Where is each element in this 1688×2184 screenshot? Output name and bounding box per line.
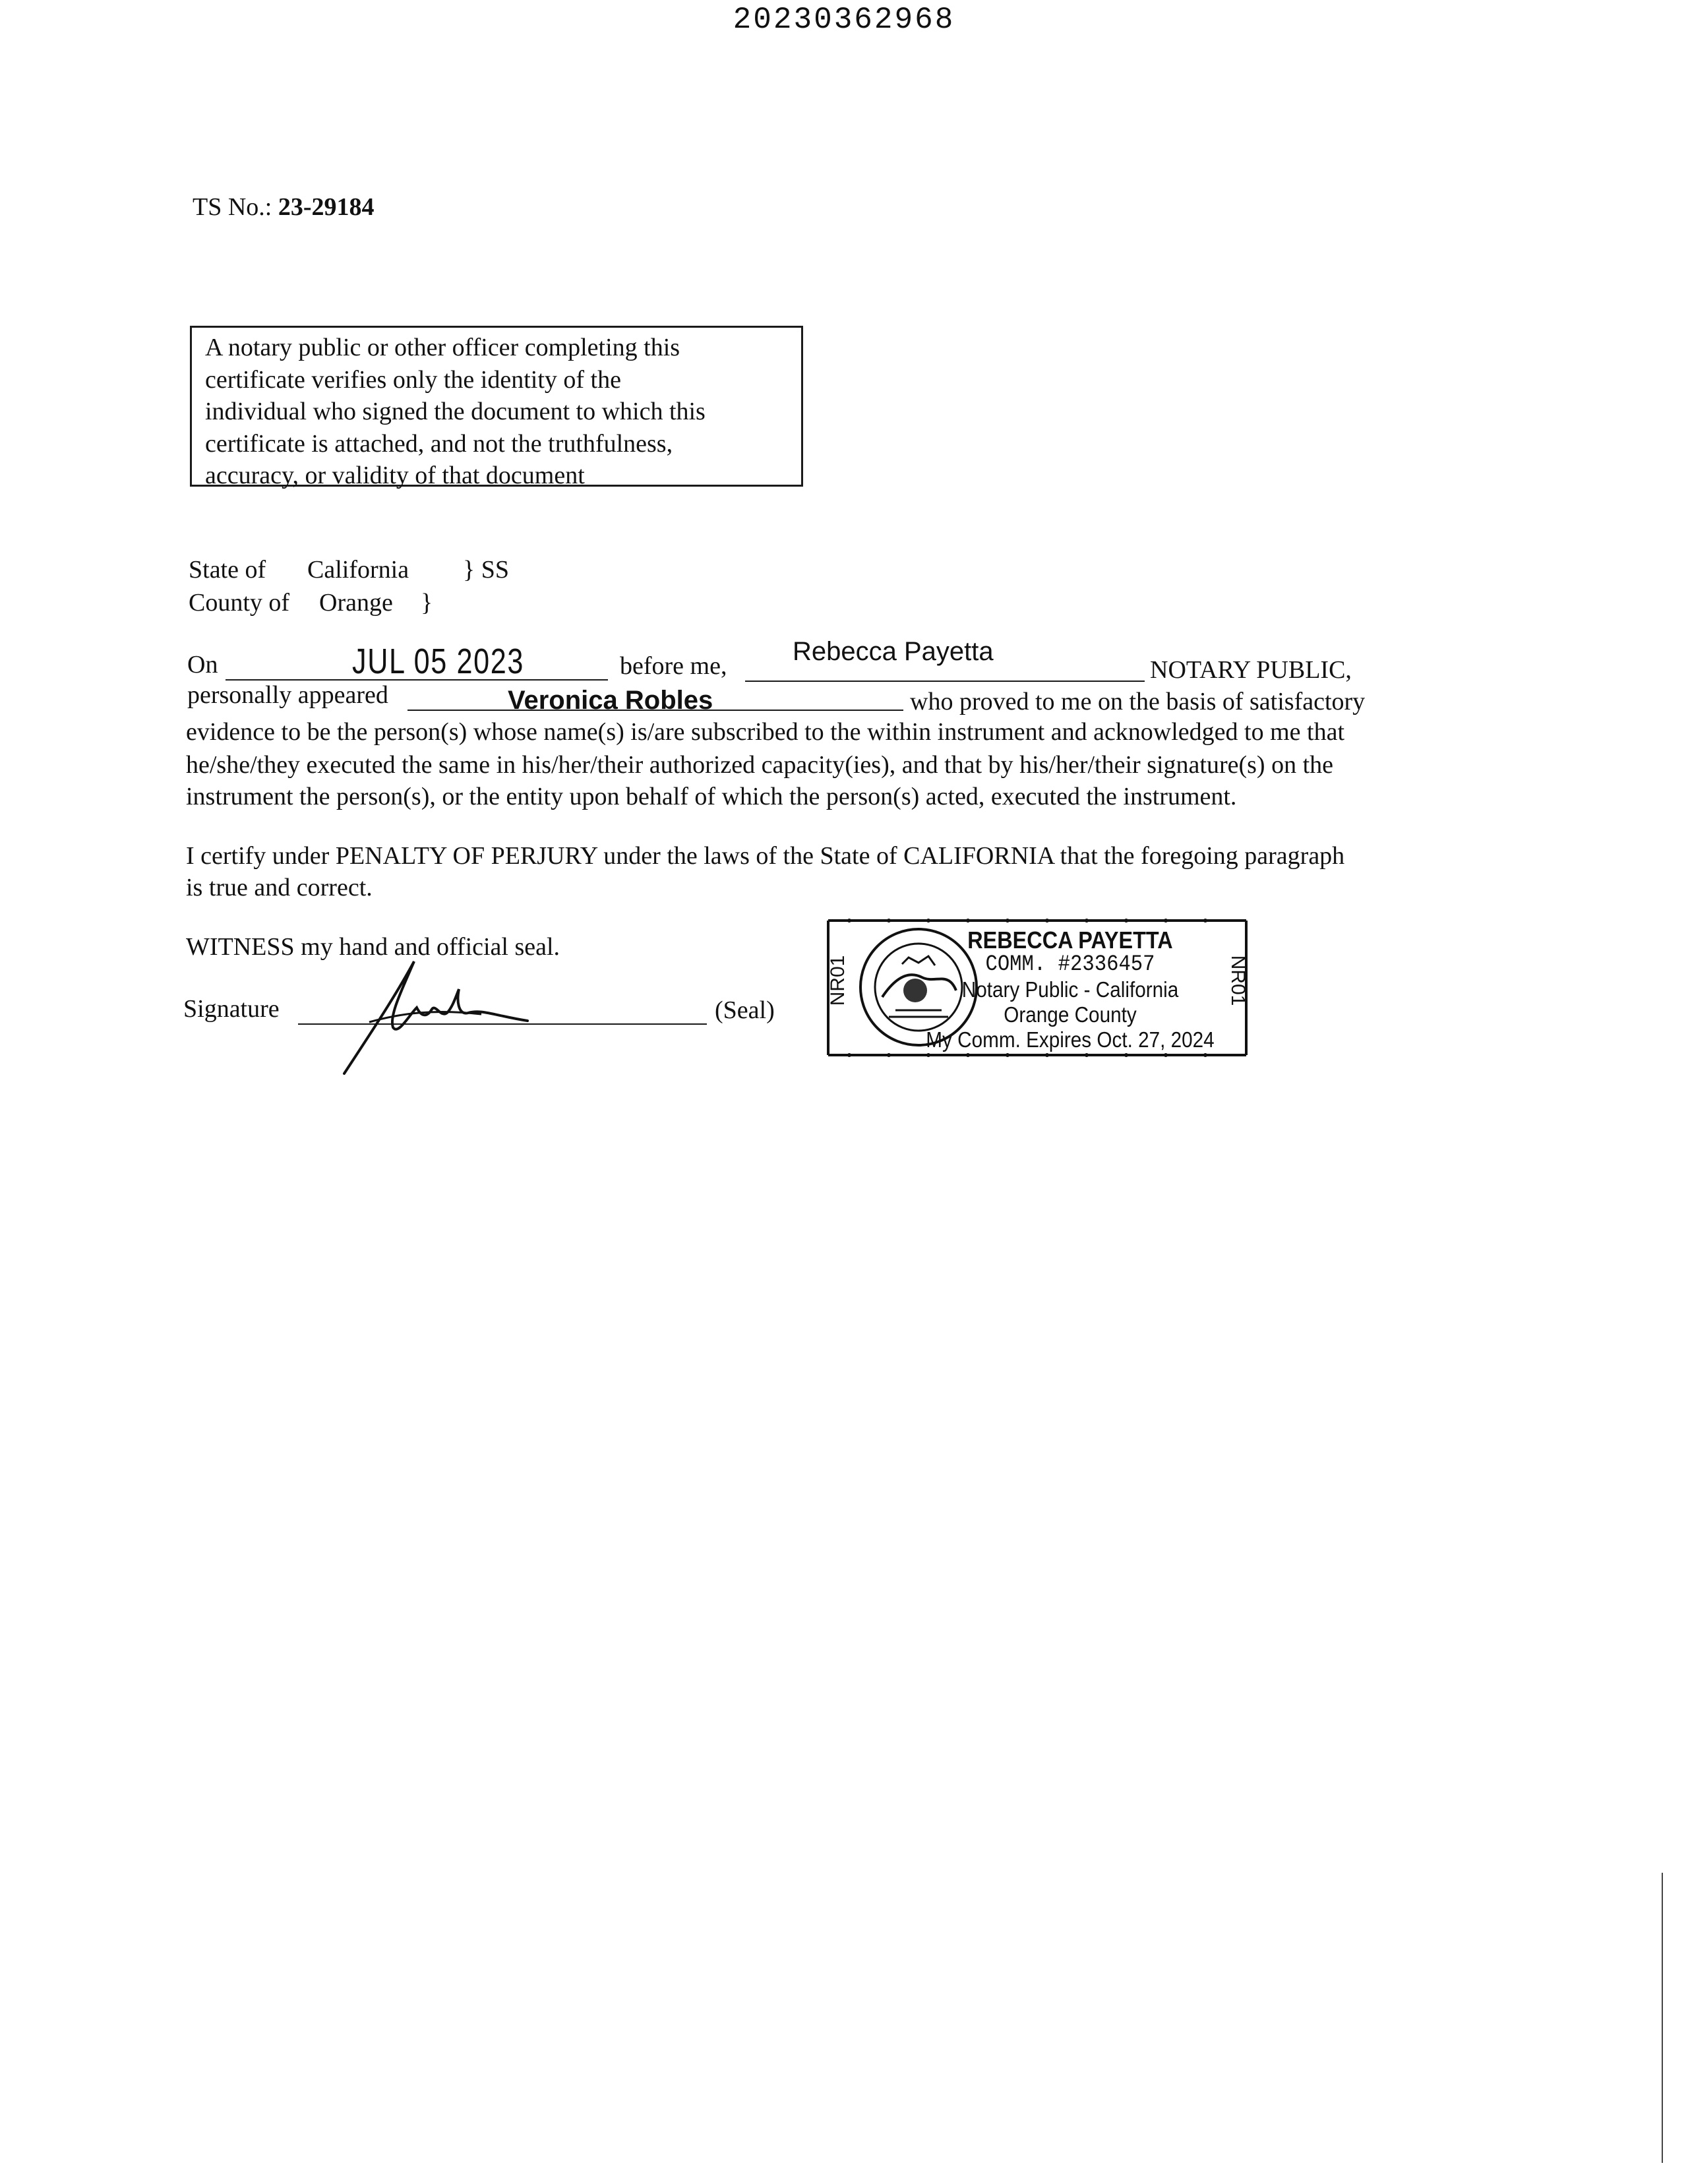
state-value: California: [307, 556, 409, 584]
ts-number-line: [193, 191, 375, 223]
notice-line: A notary public or other officer completing this: [205, 334, 680, 361]
seal-code-left: NR01: [827, 955, 849, 1006]
notice-line: certificate is attached, and not the truthfulness,: [205, 429, 673, 458]
handwritten-signature: [330, 950, 567, 1081]
ack-body-line: he/she/they executed the same in his/her/their authorized capacity(ies), and that by his/her/their signature(s) on the: [186, 751, 1334, 779]
notary-name: Rebecca Payetta: [793, 637, 994, 666]
county-brace: }: [421, 589, 433, 617]
recording-number: 20230362968: [733, 3, 955, 37]
ack-body-line: evidence to be the person(s) whose name(s) is/are subscribed to the within instrument and acknowledged to me that: [186, 718, 1344, 746]
ts-label: TS No.:: [193, 193, 272, 221]
seal-county: Orange County: [1004, 1002, 1137, 1027]
ss-brace: } SS: [463, 556, 510, 584]
perjury-line: I certify under PENALTY OF PERJURY under the laws of the State of CALIFORNIA that the foregoing paragraph: [186, 842, 1345, 870]
seal-code-right: NR01: [1227, 955, 1249, 1006]
county-value: Orange: [319, 589, 393, 617]
notice-line: accuracy, or validity of that document: [205, 462, 585, 489]
ts-number: 23-29184: [278, 193, 375, 221]
notary-public-label: NOTARY PUBLIC,: [1150, 656, 1352, 684]
date-stamp: JUL 05 2023: [352, 642, 524, 681]
signature-label: Signature: [183, 995, 280, 1023]
appeared-name: Veronica Robles: [508, 686, 713, 715]
state-label: State of: [189, 556, 266, 584]
seal-label: (Seal): [715, 996, 775, 1024]
seal-title: Notary Public - California: [961, 977, 1179, 1002]
ack-body-line: instrument the person(s), or the entity upon behalf of which the person(s) acted, executed the instrument.: [186, 783, 1237, 810]
notary-notice-box: [190, 326, 803, 487]
on-label: On: [187, 651, 218, 679]
notary-name-underline: [745, 681, 1145, 682]
notice-line: certificate verifies only the identity of the: [205, 365, 621, 394]
seal-commission: COMM. #2336457: [985, 952, 1155, 977]
perjury-line: is true and correct.: [186, 874, 373, 901]
personally-appeared-label: personally appeared: [187, 681, 388, 709]
county-label: County of: [189, 589, 290, 617]
notice-line: individual who signed the document to which this: [205, 398, 706, 425]
who-proved-text: who proved to me on the basis of satisfactory: [910, 688, 1366, 715]
scan-edge-line: [1662, 1873, 1663, 2163]
notary-seal-stamp: [823, 917, 1251, 1059]
seal-name: REBECCA PAYETTA: [967, 926, 1173, 954]
seal-expiration: My Comm. Expires Oct. 27, 2024: [926, 1027, 1215, 1052]
before-me-label: before me,: [620, 652, 727, 680]
witness-text: WITNESS my hand and official seal.: [186, 933, 560, 961]
